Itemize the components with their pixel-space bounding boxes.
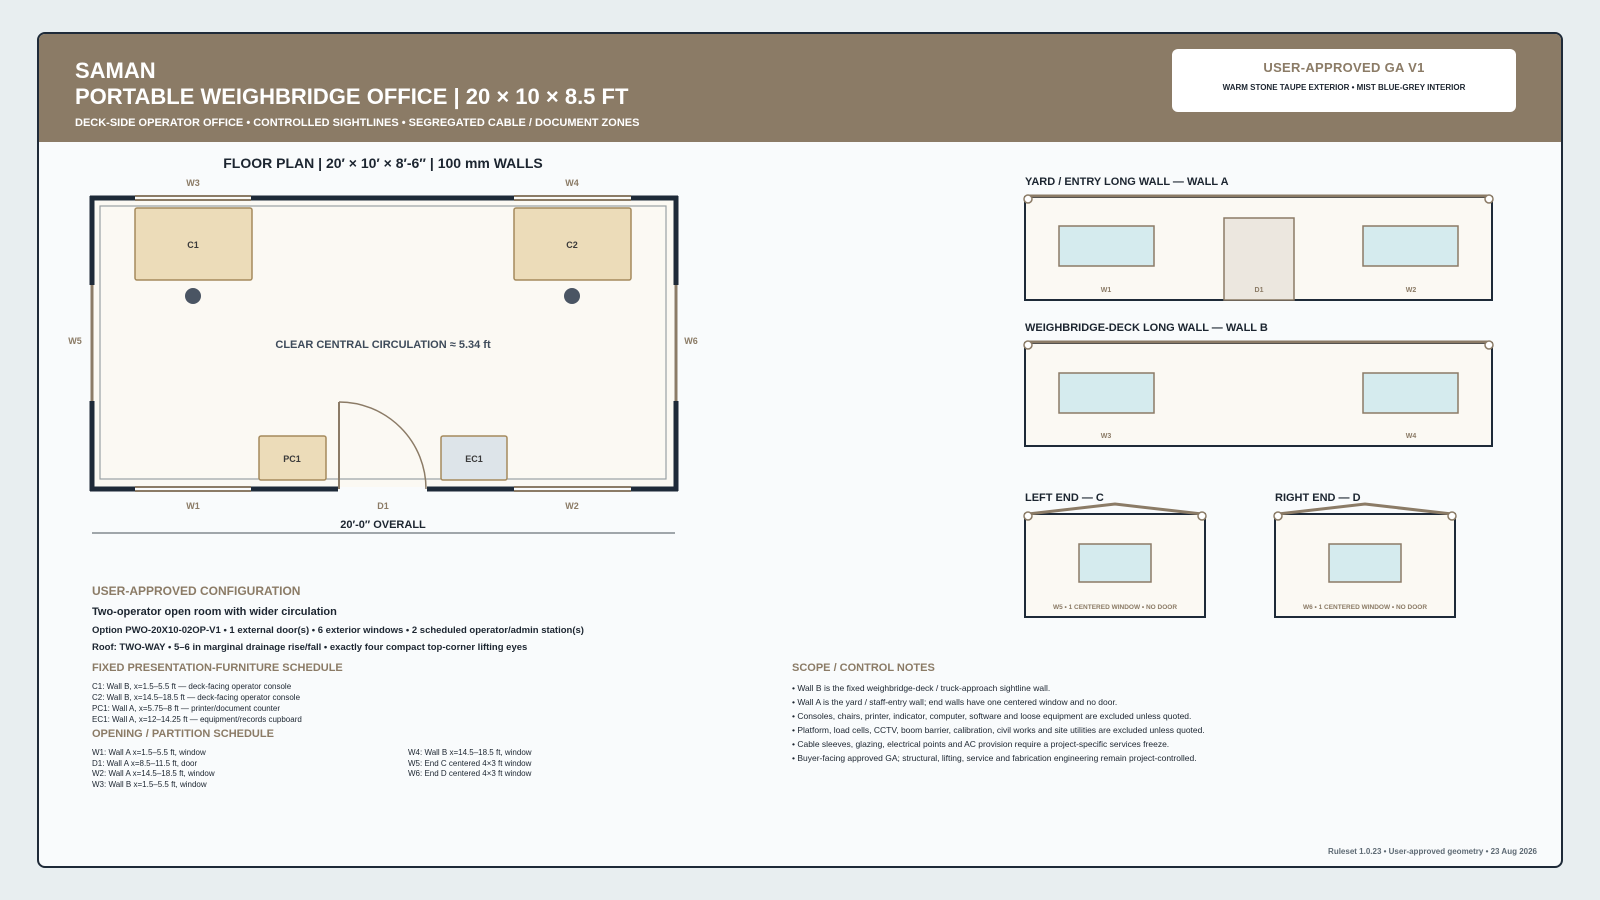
console-c2-label: C2	[566, 240, 578, 250]
wall-a-w2-label: W2	[1405, 287, 1417, 294]
approval-title: USER-APPROVED GA V1	[1263, 60, 1425, 75]
lifting-eye	[1024, 195, 1032, 203]
w6-plan-label: W6	[684, 336, 698, 346]
w5-plan-label: W5	[68, 336, 82, 346]
furniture-schedule-item: C1: Wall B, x=1.5–5.5 ft — deck-facing operator console	[92, 682, 292, 691]
scope-note: • Cable sleeves, glazing, electrical points and AC provision require a project-specific services freeze.	[792, 739, 1170, 749]
furniture-schedule-item: EC1: Wall A, x=12–14.25 ft — equipment/records cupboard	[92, 715, 302, 724]
furniture-schedule-item: C2: Wall B, x=14.5–18.5 ft — deck-facing operator console	[92, 693, 301, 702]
configuration-title: USER-APPROVED CONFIGURATION	[92, 584, 301, 598]
end-d-w6	[1329, 544, 1401, 582]
drawing-subtitle: DECK-SIDE OPERATOR OFFICE • CONTROLLED SIGHTLINES • SEGREGATED CABLE / DOCUMENT ZONES	[75, 117, 640, 129]
wall-b-w3-label: W3	[1100, 433, 1112, 440]
end-c-roof-pitch	[1028, 504, 1202, 514]
scope-note: • Buyer-facing approved GA; structural, lifting, service and fabrication engineering remain project-controlled.	[792, 753, 1197, 763]
opening-schedule-item: W1: Wall A x=1.5–5.5 ft, window	[92, 748, 206, 757]
scope-note: • Platform, load cells, CCTV, boom barrier, calibration, civil works and site utilities are excluded unless quoted.	[792, 725, 1205, 735]
lifting-eye	[1024, 341, 1032, 349]
scope-notes-title: SCOPE / CONTROL NOTES	[792, 662, 935, 674]
overall-dimension: 20′-0″ OVERALL	[340, 519, 426, 531]
scope-note: • Wall B is the fixed weighbridge-deck / truck-approach sightline wall.	[792, 683, 1051, 693]
lifting-eye	[1485, 195, 1493, 203]
wall-a-w1	[1059, 226, 1154, 266]
end-d-title: RIGHT END — D	[1275, 492, 1361, 504]
w4-plan-label: W4	[565, 178, 579, 188]
ruleset-footer: Ruleset 1.0.23 • User-approved geometry • 23 Aug 2026	[1328, 847, 1537, 856]
wall-a-title: YARD / ENTRY LONG WALL — WALL A	[1025, 176, 1229, 188]
wall-b-w4	[1363, 373, 1458, 413]
opening-schedule-item: W3: Wall B x=1.5–5.5 ft, window	[92, 780, 207, 789]
opening-schedule-item: D1: Wall A x=8.5–11.5 ft, door	[92, 759, 198, 768]
elevation-end-d	[1274, 492, 1456, 617]
lifting-eye	[1024, 512, 1032, 520]
ec1-label: EC1	[465, 454, 483, 464]
opening-schedule-item: W2: Wall A x=14.5–18.5 ft, window	[92, 769, 215, 778]
lifting-eye	[1274, 512, 1282, 520]
scope-note: • Consoles, chairs, printer, indicator, computer, software and loose equipment are excluded unless quoted.	[792, 711, 1192, 721]
w2-plan-label: W2	[565, 501, 579, 511]
w3-plan-label: W3	[186, 178, 200, 188]
floor-plan	[68, 178, 698, 533]
company-name: SAMAN	[75, 58, 156, 83]
elevation-wall-a	[1024, 176, 1493, 300]
wall-a-d1-label: D1	[1254, 287, 1264, 294]
console-c1-label: C1	[187, 240, 199, 250]
furniture-schedule-title: FIXED PRESENTATION-FURNITURE SCHEDULE	[92, 662, 343, 674]
approval-finish: WARM STONE TAUPE EXTERIOR • MIST BLUE-GREY INTERIOR	[1222, 83, 1466, 92]
wall-b-title: WEIGHBRIDGE-DECK LONG WALL — WALL B	[1025, 322, 1268, 334]
configuration-line: Two-operator open room with wider circulation	[92, 606, 337, 618]
pc1-label: PC1	[283, 454, 301, 464]
elevation-wall-b	[1024, 322, 1493, 446]
d1-plan-label: D1	[377, 501, 389, 511]
end-d-caption: W6 • 1 CENTERED WINDOW • NO DOOR	[1302, 604, 1428, 611]
chair-c1	[185, 288, 201, 304]
lifting-eye	[1198, 512, 1206, 520]
opening-schedule-title: OPENING / PARTITION SCHEDULE	[92, 728, 274, 740]
wall-a-w1-label: W1	[1100, 287, 1112, 294]
lifting-eye	[1485, 341, 1493, 349]
opening-schedule-item: W6: End D centered 4×3 ft window	[408, 769, 532, 778]
end-c-title: LEFT END — C	[1025, 492, 1104, 504]
scope-note: • Wall A is the yard / staff-entry wall; end walls have one centered window and no door.	[792, 697, 1118, 707]
drawing-title: PORTABLE WEIGHBRIDGE OFFICE | 20 × 10 × 8.5 FT	[75, 84, 629, 109]
elevation-end-c	[1024, 492, 1206, 617]
end-c-w5	[1079, 544, 1151, 582]
wall-b-w3	[1059, 373, 1154, 413]
furniture-schedule-item: PC1: Wall A, x=5.75–8 ft — printer/document counter	[92, 704, 281, 713]
opening-schedule-item: W5: End C centered 4×3 ft window	[408, 759, 532, 768]
chair-c2	[564, 288, 580, 304]
floor-plan-title: FLOOR PLAN | 20′ × 10′ × 8′-6″ | 100 mm WALLS	[223, 155, 543, 171]
end-c-caption: W5 • 1 CENTERED WINDOW • NO DOOR	[1052, 604, 1178, 611]
circulation-note: CLEAR CENTRAL CIRCULATION ≈ 5.34 ft	[275, 339, 491, 351]
end-d-roof-pitch	[1278, 504, 1452, 514]
opening-schedule-item: W4: Wall B x=14.5–18.5 ft, window	[408, 748, 532, 757]
lifting-eye	[1448, 512, 1456, 520]
wall-b-w4-label: W4	[1405, 433, 1417, 440]
w1-plan-label: W1	[186, 501, 200, 511]
wall-a-w2	[1363, 226, 1458, 266]
configuration-line: Option PWO-20X10-02OP-V1 • 1 external door(s) • 6 exterior windows • 2 scheduled operator/admin station(s)	[92, 625, 584, 636]
configuration-line: Roof: TWO-WAY • 5–6 in marginal drainage rise/fall • exactly four compact top-corner lifting eyes	[92, 642, 528, 653]
